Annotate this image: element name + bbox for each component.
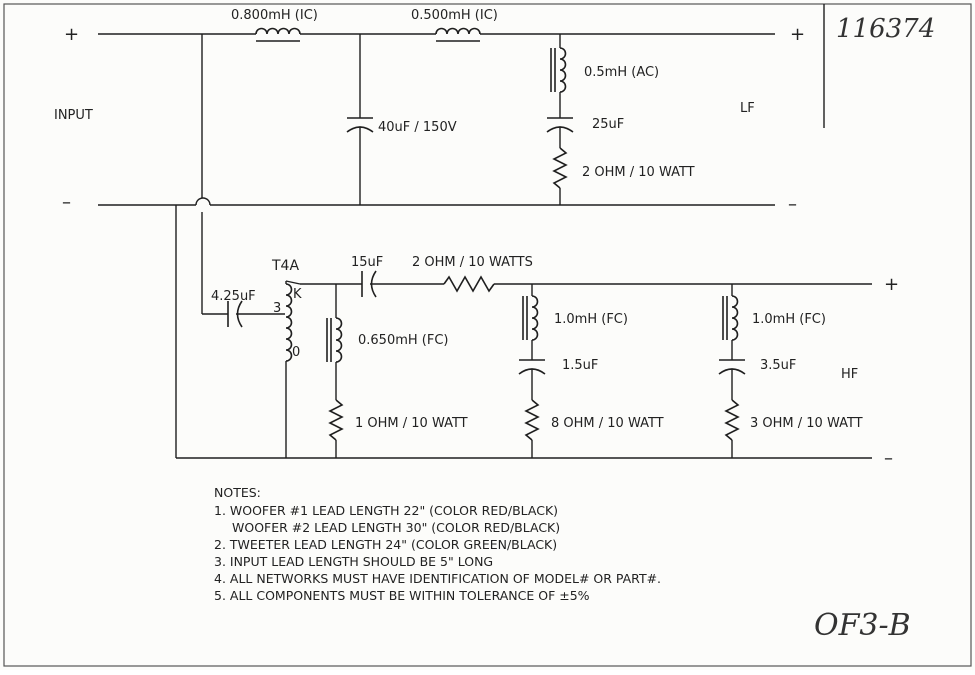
transformer-t4a-winding (286, 284, 292, 361)
r4-label: 8 OHM / 10 WATT (551, 416, 664, 431)
inductor-l3-symbol (560, 48, 566, 92)
lf-label: LF (740, 101, 755, 116)
c2-label: 25uF (592, 117, 625, 132)
resistor-r3-symbol (330, 400, 342, 440)
r1-label: 2 OHM / 10 WATT (582, 165, 695, 180)
r5-label: 3 OHM / 10 WATT (750, 416, 863, 431)
resistor-r4-symbol (526, 400, 538, 440)
l1-label: 0.800mH (IC) (231, 8, 318, 23)
lf-plus-sign: + (790, 24, 806, 45)
input-label: INPUT (54, 108, 93, 123)
handwritten-sheet-mark: OF3-B (814, 608, 911, 643)
resistor-r2-symbol (444, 277, 494, 291)
c5-label: 1.5uF (562, 358, 599, 373)
notes-title: NOTES: (214, 485, 261, 500)
note-line-3: 3. INPUT LEAD LENGTH SHOULD BE 5" LONG (214, 554, 494, 569)
inductor-l4-symbol (336, 318, 342, 362)
r3-label: 1 OHM / 10 WATT (355, 416, 468, 431)
handwritten-doc-number: 116374 (836, 14, 936, 44)
wire-crossover-hop (196, 198, 210, 205)
inductor-l1-symbol (256, 29, 300, 34)
hf-minus-sign: – (884, 448, 893, 469)
hf-label: HF (841, 367, 859, 382)
lf-minus-sign: – (788, 194, 797, 215)
note-line-1b: WOOFER #2 LEAD LENGTH 30" (COLOR RED/BLACK) (232, 520, 561, 535)
c1-label: 40uF / 150V (378, 120, 457, 135)
l3-label: 0.5mH (AC) (584, 65, 660, 80)
hf-plus-sign: + (884, 274, 900, 295)
r2-label: 2 OHM / 10 WATTS (412, 255, 533, 270)
l2-label: 0.500mH (IC) (411, 8, 498, 23)
note-line-2: 2. TWEETER LEAD LENGTH 24" (COLOR GREEN/BLACK) (214, 537, 558, 552)
l5-label: 1.0mH (FC) (554, 312, 628, 327)
c3-label: 4.25uF (211, 289, 256, 304)
inductor-l6-symbol (732, 296, 738, 340)
inductor-l2-symbol (436, 29, 480, 34)
l4-label: 0.650mH (FC) (358, 333, 449, 348)
note-line-1: 1. WOOFER #1 LEAD LENGTH 22" (COLOR RED/BLACK) (214, 503, 559, 518)
t4a-label: T4A (272, 258, 300, 274)
resistor-r1-symbol (554, 148, 566, 188)
note-line-5: 5. ALL COMPONENTS MUST BE WITHIN TOLERANCE OF ±5% (214, 588, 590, 603)
t4a-tap-3: 3 (273, 301, 282, 316)
t4a-tap-0: 0 (292, 345, 301, 360)
resistor-r5-symbol (726, 400, 738, 440)
c4-label: 15uF (351, 255, 384, 270)
l6-label: 1.0mH (FC) (752, 312, 826, 327)
c6-label: 3.5uF (760, 358, 797, 373)
t4a-tap-k: K (293, 287, 302, 302)
input-minus-sign: – (62, 192, 71, 213)
inductor-l5-symbol (532, 296, 538, 340)
note-line-4: 4. ALL NETWORKS MUST HAVE IDENTIFICATION OF MODEL# OR PART#. (214, 571, 662, 586)
input-plus-sign: + (64, 24, 80, 45)
